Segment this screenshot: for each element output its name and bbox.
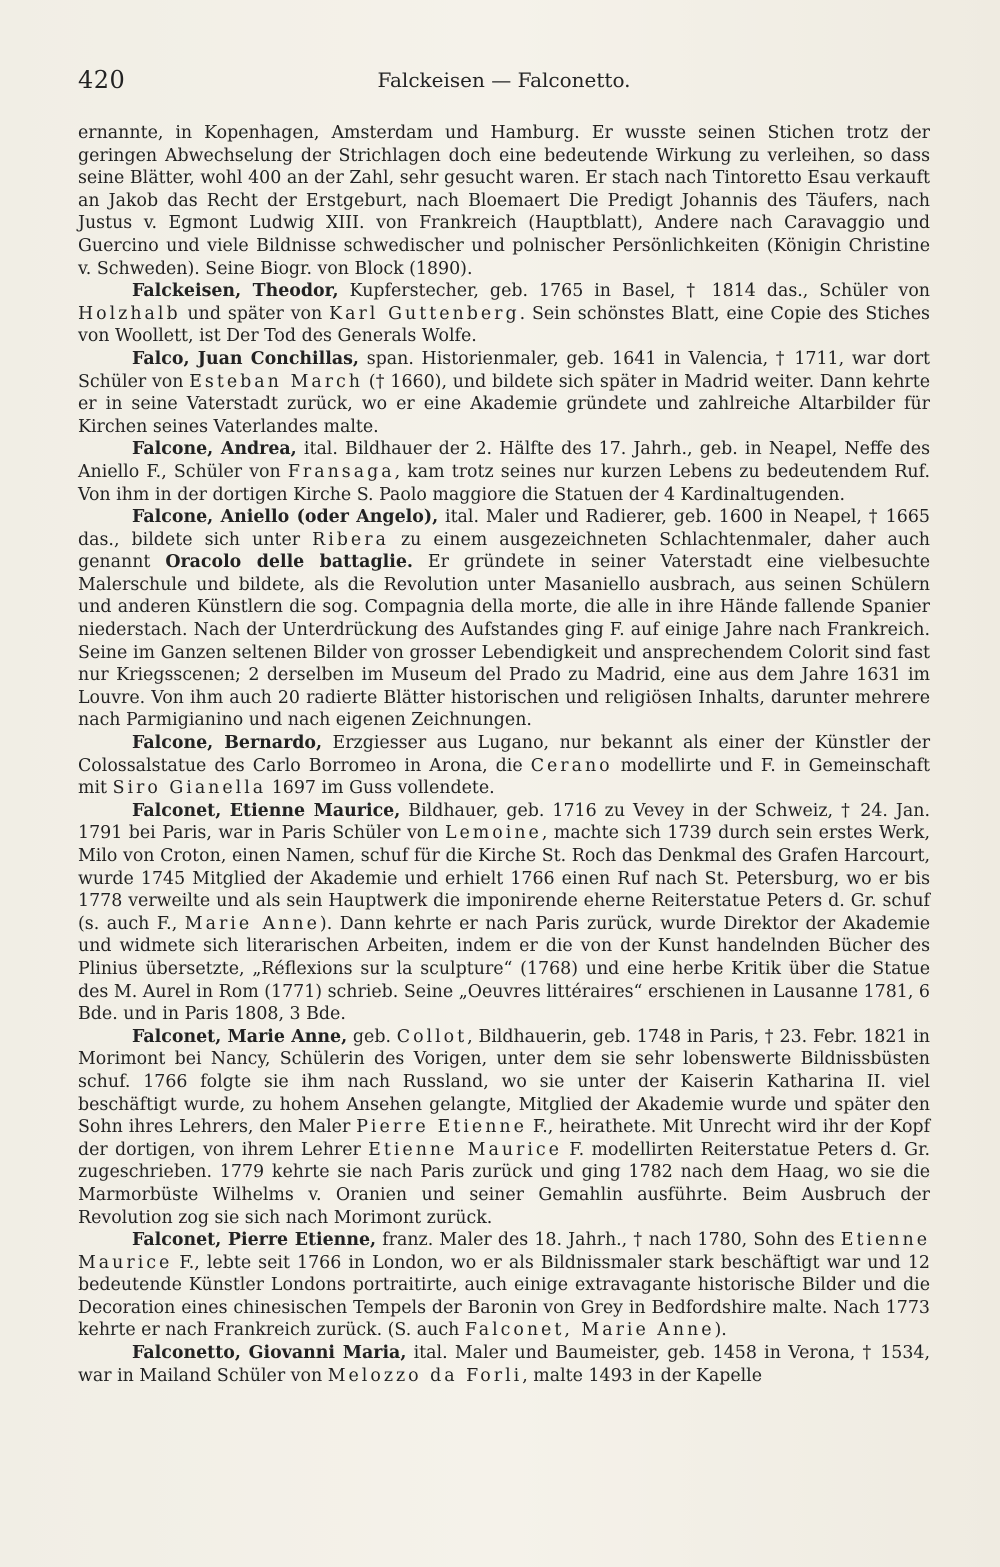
page-text — [78, 122, 930, 1387]
entry-headword: Falconet, Marie Anne, — [132, 1026, 348, 1047]
spaced-name: Siro Gianella — [112, 778, 267, 799]
entry-headword: Falconet, Etienne Maurice, — [132, 800, 401, 821]
entry-falckeisen-theodor: Falckeisen, Theodor, Kupferstecher, geb. 1765 in Basel, † 1814 das., Schüler von Holzhalb und später von Karl Guttenberg. Sein schönstes Blatt, eine Copie des Stiches von Woollett, ist Der Tod des Generals Wolfe. — [78, 281, 930, 347]
spaced-name: Falconet, Marie Anne — [464, 1320, 715, 1341]
spaced-name: Karl Guttenberg — [329, 303, 520, 324]
entry-headword: Falconet, Pierre Etienne, — [132, 1230, 377, 1251]
entry-falcone-andrea: Falcone, Andrea, ital. Bildhauer der 2. Hälfte des 17. Jahrh., geb. in Neapel, Neffe des Aniello F., Schüler von Fransaga, kam trotz seines nur kurzen Lebens zu bedeutendem Ruf. Von ihm in der dortigen Kirche S. Paolo maggiore die Statuen der 4 Kardinaltugenden. — [78, 439, 931, 505]
entry-falcone-aniello: Falcone, Aniello (oder Angelo), ital. Maler und Radierer, geb. 1600 in Neapel, † 1665 das., bildete sich unter Ribera zu einem ausgezeichneten Schlachtenmaler, daher auch genannt Oracolo delle battaglie. Er gründete in seiner Vaterstadt eine vielbesuchte Malerschule und bildete, als die Revolution unter Masaniello ausbrach, aus seinen Schülern und anderen Künstlern die sog. Compagnia della morte, die alle in ihre Hände fallende Spanier niederstach. Nach der Unterdrückung des Aufstandes ging F. auf einige Jahre nach Frankreich. Seine im Ganzen seltenen Bilder von grosser Lebendigkeit und ansprechendem Colorit sind fast nur Kriegsscenen; 2 derselben im Museum del Prado zu Madrid, eine aus dem Jahre 1631 im Louvre. Von ihm auch 20 radierte Blätter historischen und religiösen Inhalts, darunter mehrere nach Parmigianino und nach eigenen Zeichnungen. — [78, 507, 931, 731]
continuation-paragraph: ernannte, in Kopenhagen, Amsterdam und Hamburg. Er wusste seinen Stichen trotz der geringen Abwechselung der Strichlagen doch eine bedeutende Wirkung zu verleihen, so dass seine Blätter, wohl 400 an der Zahl, sehr gesucht waren. Er stach nach Tintoretto Esau verkauft an Jakob das Recht der Erstgeburt, nach Bloemaert Die Predigt Johannis des Täufers, nach Justus v. Egmont Ludwig XIII. von Frankreich (Hauptblatt), Andere nach Caravaggio und Guercino und viele Bildnisse schwedischer und polnischer Persönlichkeiten (Königin Christine v. Schweden). Seine Biogr. von Block (1890). — [78, 123, 930, 279]
entry-headword: Falcone, Bernardo, — [132, 733, 323, 754]
running-head: Falckeisen — Falconetto. — [377, 68, 631, 92]
entry-falconet-etienne-maurice: Falconet, Etienne Maurice, Bildhauer, geb. 1716 zu Vevey in der Schweiz, † 24. Jan. 1791 bei Paris, war in Paris Schüler von Lemoine, machte sich 1739 durch sein erstes Werk, Milo von Croton, einen Namen, schuf für die Kirche St. Roch das Denkmal des Grafen Harcourt, wurde 1745 Mitglied der Akademie und erhielt 1766 einen Ruf nach St. Petersburg, wo er bis 1778 verweilte und als sein Hauptwerk die imponirende eherne Reiterstatue Peters d. Gr. schuf (s. auch F., Marie Anne). Dann kehrte er nach Paris zurück, wurde Direktor der Akademie und widmete sich literarischen Arbeiten, indem er die von der Kunst handelnden Bücher des Plinius übersetzte, „Réflexions sur la sculpture“ (1768) und eine herbe Kritik über die Statue des M. Aurel in Rom (1771) schrieb. Seine „Oeuvres littéraires“ erschienen in Lausanne 1781, 6 Bde. und in Paris 1808, 3 Bde. — [78, 800, 930, 1025]
epithet: Oracolo delle battaglie. — [165, 552, 413, 573]
page-number: 420 — [78, 66, 126, 94]
spaced-name: Etienne Maurice — [368, 1139, 562, 1160]
entry-headword: Falco, Juan Conchillas, — [132, 348, 359, 369]
page-header — [78, 66, 930, 100]
entry-falconet-marie-anne: Falconet, Marie Anne, geb. Collot, Bildhauerin, geb. 1748 in Paris, † 23. Febr. 1821 in Morimont bei Nancy, Schülerin des Vorigen, unter dem sie sehr lobenswerte Bildnissbüsten schuf. 1766 folgte sie ihm nach Russland, wo sie unter der Kaiserin Katharina II. viel beschäftigt wurde, zu hohem Ansehen gelangte, Mitglied der Akademie wurde und später den Sohn ihres Lehrers, den Maler Pierre Etienne F., heirathete. Mit Unrecht wird ihr der Kopf der dortigen, von ihrem Lehrer Etienne Maurice F. modellirten Reiterstatue Peters d. Gr. zugeschrieben. 1779 kehrte sie nach Paris zurück und ging 1782 nach dem Haag, wo sie die Marmorbüste Wilhelms v. Oranien und seiner Gemahlin ausführte. Beim Ausbruch der Revolution zog sie sich nach Morimont zurück. — [78, 1026, 931, 1228]
entry-falconet-pierre-etienne: Falconet, Pierre Etienne, franz. Maler des 18. Jahrh., † nach 1780, Sohn des Etienne Maurice F., lebte seit 1766 in London, wo er als Bildnissmaler stark beschäftigt war und 12 bedeutende Künstler Londons portraitirte, auch einige extravagante historische Bilder und die Decoration eines chinesischen Tempels der Baronin von Grey in Bedfordshire malte. Nach 1773 kehrte er nach Frankreich zurück. (S. auch Falconet, Marie Anne). — [78, 1230, 930, 1341]
entry-falco-juan: Falco, Juan Conchillas, span. Historienmaler, geb. 1641 in Valencia, † 1711, war dort Schüler von Esteban March († 1660), und bildete sich später in Madrid weiter. Dann kehrte er in seine Vaterstadt zurück, wo er eine Akademie gründete und zahlreiche Altarbilder für Kirchen seines Vaterlandes malte. — [78, 348, 931, 437]
entry-headword: Falcone, Andrea, — [132, 439, 297, 460]
spaced-name: Holzhalb — [78, 303, 181, 324]
entry-falconetto-giovanni-maria: Falconetto, Giovanni Maria, ital. Maler und Baumeister, geb. 1458 in Verona, † 1534, war in Mailand Schüler von Melozzo da Forli, malte 1493 in der Kapelle — [78, 1343, 930, 1386]
spaced-name: Melozzo da Forli — [327, 1365, 523, 1386]
spaced-name: Collot — [396, 1026, 468, 1047]
spaced-name: Etienne Maurice — [78, 1230, 930, 1273]
spaced-name: Pierre Etienne — [356, 1117, 527, 1138]
entry-headword: Falconetto, Giovanni Maria, — [132, 1343, 407, 1364]
entry-headword: Falckeisen, Theodor, — [132, 281, 339, 302]
spaced-name: Fransaga — [287, 461, 395, 482]
spaced-name: Marie Anne — [184, 913, 320, 934]
spaced-name: Ribera — [312, 529, 389, 550]
spaced-name: Lemoine — [444, 823, 542, 844]
spaced-name: Cerano — [530, 755, 613, 776]
entry-headword: Falcone, Aniello (oder Angelo), — [132, 507, 439, 528]
spaced-name: Esteban March — [189, 371, 363, 392]
entry-falcone-bernardo: Falcone, Bernardo, Erzgiesser aus Lugano, nur bekannt als einer der Künstler der Colossalstatue des Carlo Borromeo in Arona, die Cerano modellirte und F. in Gemeinschaft mit Siro Gianella 1697 im Guss vollendete. — [78, 733, 931, 799]
